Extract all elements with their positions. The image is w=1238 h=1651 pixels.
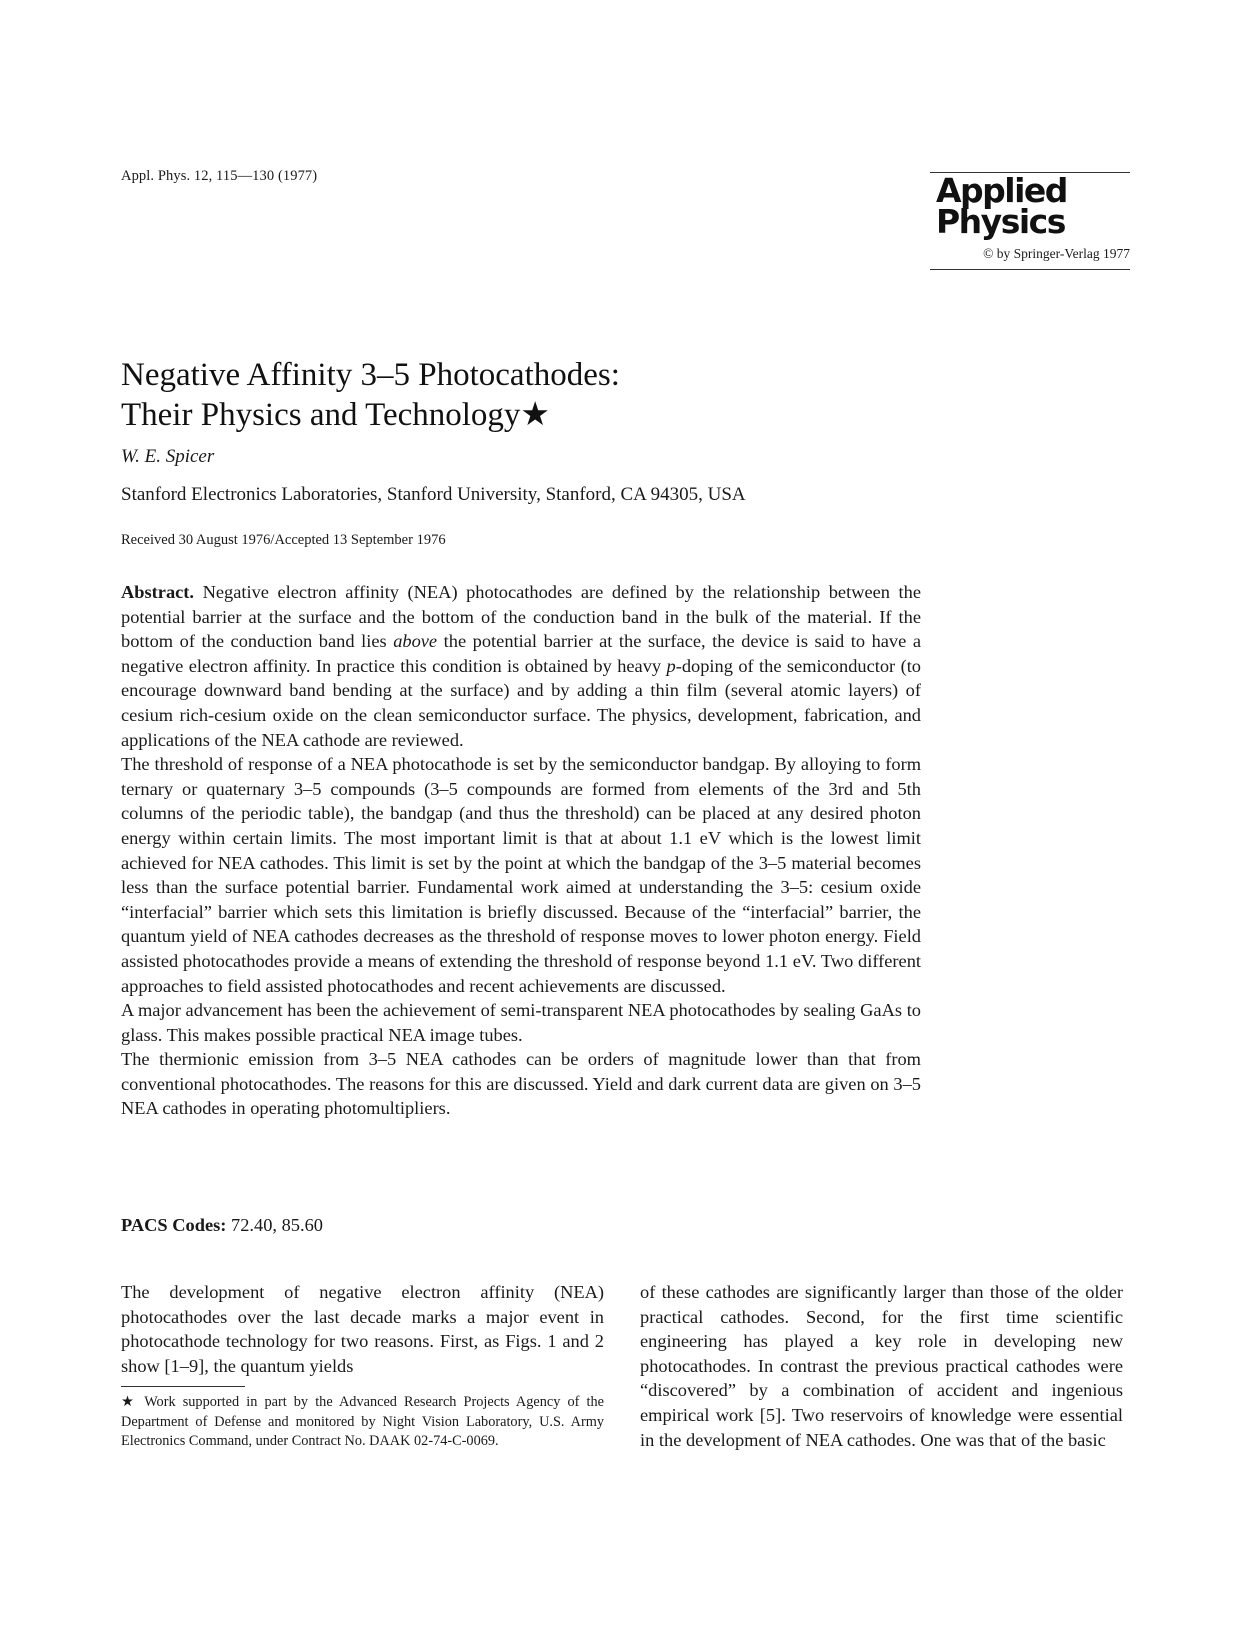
- journal-brand: [930, 172, 1130, 270]
- body-paragraph: The development of negative electron affinity (NEA) photocathodes over the last decade marks a major event in photocathode technology for two reasons. First, as Figs. 1 and 2 show [1–9], the quantum yields: [121, 1282, 604, 1376]
- journal-logo: [936, 171, 1130, 241]
- abstract-paragraph-4: The thermionic emission from 3–5 NEA cathodes can be orders of magnitude lower than that from conventional photocathodes. The reasons for this are discussed. Yield and dark current data are given on 3–5 NEA cathodes in operating photomultipliers.: [121, 1049, 921, 1119]
- title-line-2: Their Physics and Technology★: [121, 397, 551, 433]
- abstract-label: Abstract.: [121, 582, 195, 602]
- pacs-values: 72.40, 85.60: [226, 1215, 323, 1235]
- abstract-paragraph-2: The threshold of response of a NEA photocathode is set by the semiconductor bandgap. By alloying to form ternary or quaternary 3–5 compounds (3–5 compounds are formed from elements of the 3rd and 5th columns of the periodic table), the bandgap (and thus the threshold) can be placed at any desired photon energy within certain limits. The most important limit is that at about 1.1 eV which is the lowest limit achieved for NEA cathodes. This limit is set by the point at which the bandgap of the 3–5 material becomes less than the surface potential barrier. Fundamental work aimed at understanding the 3–5: cesium oxide “interfacial” barrier which sets this limitation is briefly discussed. Because of the “interfacial” barrier, the quantum yield of NEA cathodes decreases as the threshold of response moves to lower photon energy. Field assisted photocathodes provide a means of extending the threshold of response beyond 1.1 eV. Two different approaches to field assisted photocathodes and recent achievements are discussed.: [121, 754, 921, 996]
- author-name: W. E. Spicer: [121, 446, 215, 467]
- abstract-paragraph-3: A major advancement has been the achievement of semi-transparent NEA photocathodes by sealing GaAs to glass. This makes possible practical NEA image tubes.: [121, 1000, 921, 1045]
- body-column-right: [640, 1280, 1123, 1452]
- abstract-text: -doping of the semiconductor (to encourage downward band bending at the surface) and by adding a thin film (several atomic layers) of cesium rich-cesium oxide on the clean semiconductor surface. The physics, development, fabrication, and applications of the NEA cathode are reviewed.: [121, 655, 921, 750]
- abstract-paragraph-1: [121, 580, 921, 752]
- pacs-label: PACS Codes:: [121, 1215, 227, 1235]
- abstract-emphasis: above: [393, 631, 438, 652]
- pacs-codes: [121, 1215, 323, 1236]
- received-dates: Received 30 August 1976/Accepted 13 September 1976: [121, 532, 446, 548]
- article-title: [121, 355, 620, 435]
- abstract-text: the potential barrier at the surface, the device is said to have a negative electron affinity. In practice this condition is obtained by heavy: [121, 631, 921, 676]
- journal-logo-line-2: Physics: [936, 202, 1065, 241]
- journal-logo-line-1: Applied: [936, 171, 1067, 210]
- abstract-text: Negative electron affinity (NEA) photocathodes are defined by the relationship between the potential barrier at the surface and the bottom of the conduction band in the bulk of the material. If the bottom of the conduction band lies: [121, 582, 921, 652]
- abstract-emphasis: p: [666, 655, 676, 676]
- author-affiliation: Stanford Electronics Laboratories, Stanford University, Stanford, CA 94305, USA: [121, 484, 746, 505]
- journal-citation: Appl. Phys. 12, 115—130 (1977): [121, 168, 318, 184]
- footnote: ★ Work supported in part by the Advanced Research Projects Agency of the Department of Defense and monitored by Night Vision Laboratory, U.S. Army Electronics Command, under Contract No. DAAK 02-74-C-0069.: [121, 1394, 604, 1449]
- footnote-divider: [121, 1386, 245, 1387]
- body-paragraph: of these cathodes are significantly larger than those of the older practical cathodes. Second, for the first time scientific engineering has played a key role in developing new photocathodes. In contrast the previous practical cathodes were “discovered” by a combination of accident and ingenious empirical work [5]. Two reservoirs of knowledge were essential in the development of NEA cathodes. One was that of the basic: [640, 1282, 1123, 1450]
- body-column-left: [121, 1280, 604, 1451]
- abstract: [121, 580, 921, 1121]
- title-line-1: Negative Affinity 3–5 Photocathodes:: [121, 357, 620, 393]
- copyright-notice: © by Springer-Verlag 1977: [983, 246, 1130, 261]
